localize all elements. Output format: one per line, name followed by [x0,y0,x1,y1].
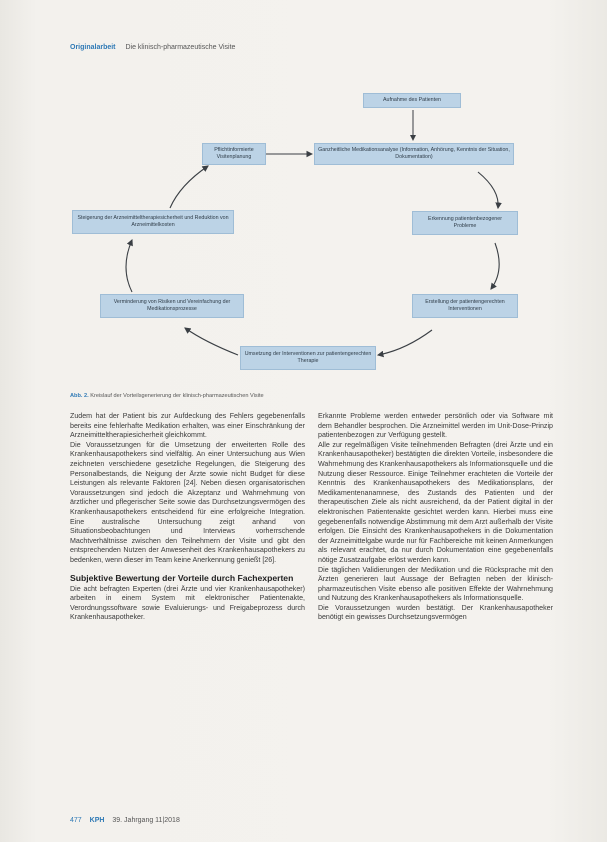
diagram-node-implementation: Umsetzung der Interventionen zur patientengerechten Therapie [240,346,376,370]
right-column [318,412,553,623]
diagram-node-safety: Steigerung der Arzneimitteltherapiesicherheit und Reduktion von Arzneimittelkosten [72,210,234,234]
diagram-node-analysis: Ganzheitliche Medikationsanalyse (Information, Anhörung, Kenntnis der Situation, Dokumentation) [314,143,514,165]
paragraph: Zudem hat der Patient bis zur Aufdeckung des Fehlers gegebenenfalls bereits eine fehlerhafte Medikation erhalten, was einer Einschränkung der Arzneimitteltherapiesicherheit gleichkommt. [70,412,305,440]
arrow-intervention-to-implementation [378,330,432,355]
arrow-implementation-to-risk [185,328,238,355]
paragraph: Die acht befragten Experten (drei Ärzte und vier Krankenhausapotheker) arbeiten in einem System mit elektronischer Patientenakte, Verordnungssoftware sowie Evaluierungs- und Freigabeprozess durch Krankenhausapotheker. [70,584,305,622]
paragraph: Die Voraussetzungen für die Umsetzung der erweiterten Rolle des Krankenhausapothekers sind vielfältig. An einer Untersuchung aus Wien zeichneten verschiedene gesetzliche Regelungen, die Steigerung des Personalbestands, die Neigung der Ärzte sowie nicht Budget für diese Leistungen als relevante Faktoren [24]. Neben diesen organisatorischen Voraussetzungen sind jedoch die Akzeptanz und Wahrnehmung von ärztlicher und pflegerischer Seite sowie das Durchsetzungsvermögen des Krankenhausapothekers entscheidend für eine erfolgreiche Integration. Eine australische Untersuchung zeigt anhand von Situationsbeobachtungen und Interviews vorherrschende Machtverhältnisse zwischen den Teilnehmern der Visite und gibt den entsprechenden Nutzen der Anwesenheit des Krankenhausapothekers zu bedenken, wenn dieser im Team keine Anerkennung genießt [26]. [70,440,305,564]
paragraph: Die täglichen Validierungen der Medikation und die Rücksprache mit den Ärzten generieren laut Aussage der Befragten neben der klinisch-pharmazeutischen Visite ebenso alle positiven Effekte der Wahrnehmung und Nutzung des Krankenhausapothekers als Informationsquelle. [318,565,553,603]
journal-issue: 39. Jahrgang 11|2018 [112,817,180,824]
diagram-node-admission: Aufnahme des Patienten [363,93,461,108]
arrow-detection-to-intervention [491,243,499,289]
caption-text: Kreislauf der Vorteilsgenerierung der klinisch-pharmazeutischen Visite [90,393,264,399]
arrow-analysis-to-detection [478,172,498,208]
page-number: 477 [70,817,82,824]
left-column [70,412,305,623]
arrow-safety-to-planning [170,166,208,208]
article-title: Die klinisch-pharmazeutische Visite [125,44,236,51]
paragraph: Alle zur regelmäßigen Visite teilnehmenden Befragten (drei Ärzte und ein Krankenhausapotheker) bestätigten die direkten Vorteile, insbesondere die Wahrnehmung des Krankenhausapothekers als Informationsquelle und die Nutzung dieser Ressource. Einige Teilnehmer erachteten die Vorteile der Kenntnis des Krankenhausapothekers des Medikationsplans, der Medikamentenanamnese, des Zustands des Patienten und der therapeutischen Ziele als nicht ausreichend, da der Patient digital in der elektronischen Patientenakte gesichtet werden kann. Hierbei muss eine gegebenenfalls notwendige Abstimmung mit dem Arzt außerhalb der Visite erfolgen. Die Einsicht des Krankenhausapothekers in die Dokumentation der Arzneimittelgabe wurde nur für Fachbereiche mit keinen Anmerkungen als relevant erachtet, da nur durch Dokumentation eine gegebenenfalls nötige Zusatzaufgabe erlöst werden kann. [318,440,553,564]
caption-label: Abb. 2. [70,393,89,399]
paragraph: Die Voraussetzungen wurden bestätigt. Der Krankenhausapotheker benötigt ein gewisses Durchsetzungsvermögen [318,603,553,622]
paragraph: Erkannte Probleme werden entweder persönlich oder via Software mit dem Behandler besprochen. Die Arzneimittel werden im Unit-Dose-Prinzip patientenbezogen zur Verfügung gestellt. [318,412,553,440]
journal-name: KPH [89,817,105,824]
diagram-node-intervention: Erstellung der patientengerechten Interventionen [412,294,518,318]
diagram-node-risk-reduction: Verminderung von Risiken und Vereinfachung der Medikationsprozesse [100,294,244,318]
diagram-node-detection: Erkennung patientenbezogener Probleme [412,211,518,235]
figure-caption [70,393,540,399]
diagram-node-planning: Pflichtinformierte Visitenplanung [202,143,266,165]
section-label: Originalarbeit [70,44,116,51]
section-heading: Subjektive Bewertung der Vorteile durch Fachexperten [70,572,294,583]
arrow-risk-to-safety [126,240,132,292]
page-footer [70,817,180,824]
